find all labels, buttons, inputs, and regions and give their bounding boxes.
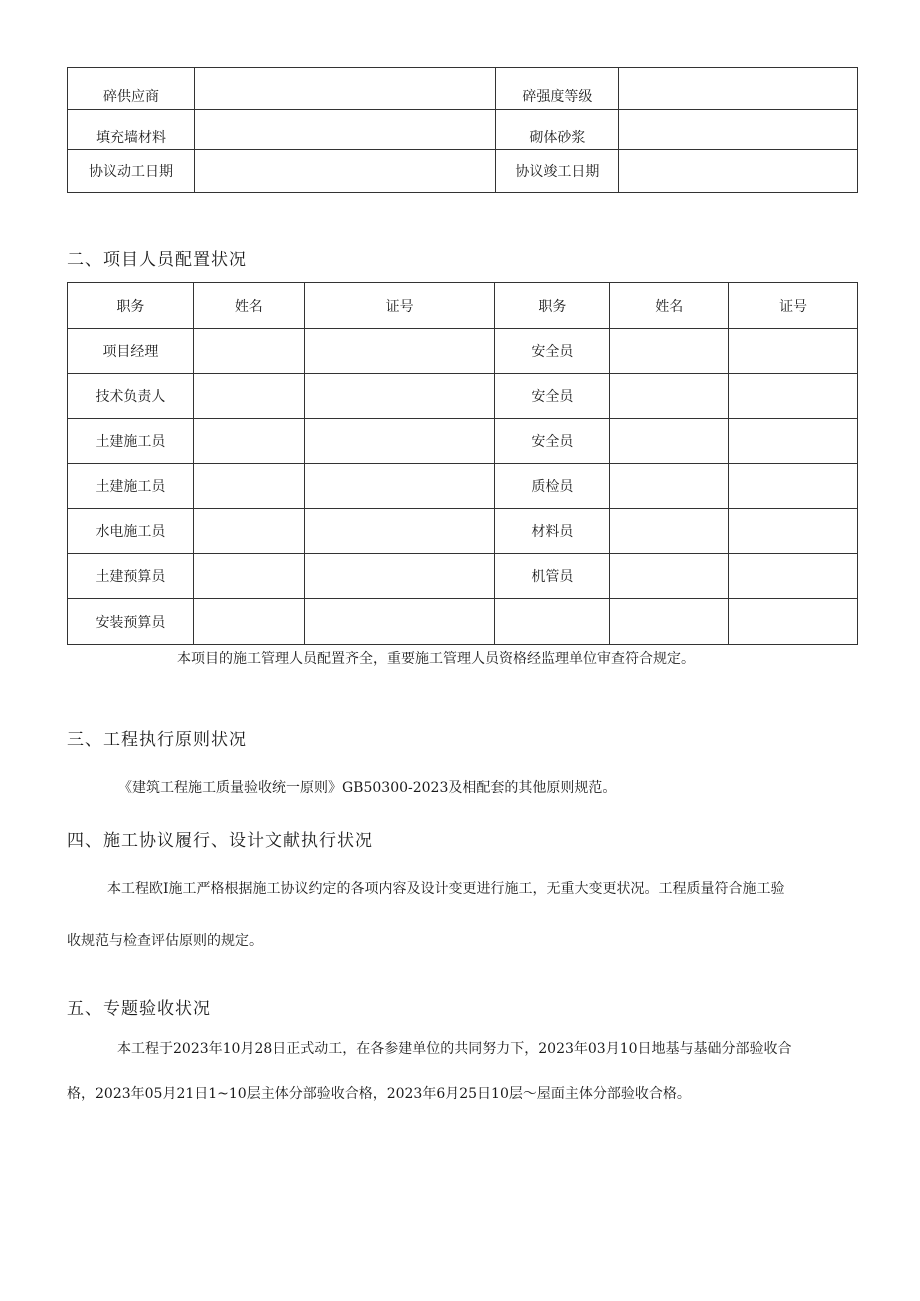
name-cell [193,464,304,509]
role-cell: 土建施工员 [68,419,194,464]
name-cell [610,419,729,464]
role-cell [495,599,610,645]
table-row [68,150,858,193]
cert-cell [729,554,858,599]
info-label: 碎供应商 [68,68,195,110]
info-value [619,110,858,150]
cert-cell [729,419,858,464]
section-4-line-2: 收规范与检查评估原则的规定。 [67,933,263,949]
cert-cell [304,329,495,374]
table-header-row [68,283,858,329]
role-cell: 安装预算员 [68,599,194,645]
role-cell: 技术负责人 [68,374,194,419]
cert-cell [729,374,858,419]
section-5-line-1: 本工程于2023年10月28日正式动工，在各参建单位的共同努力下，2023年03月10日地基与基础分部验收合 [117,1041,792,1057]
column-header: 职务 [495,283,610,329]
cert-cell [304,419,495,464]
name-cell [193,419,304,464]
name-cell [193,554,304,599]
table-row [68,329,858,374]
table-row [68,374,858,419]
cert-cell [304,374,495,419]
section-4-heading: 四、施工协议履行、设计文献执行状况 [67,831,373,851]
column-header: 证号 [729,283,858,329]
cert-cell [729,599,858,645]
section-3-text: 《建筑工程施工质量验收统一原则》GB50300-2023及相配套的其他原则规范。 [118,780,617,796]
table-row [68,110,858,150]
info-label: 填充墙材料 [68,110,195,150]
name-cell [193,374,304,419]
name-cell [610,554,729,599]
staff-table [67,282,858,645]
role-cell: 机管员 [495,554,610,599]
column-header: 姓名 [193,283,304,329]
name-cell [610,329,729,374]
info-label: 砌体砂浆 [496,110,619,150]
role-cell: 安全员 [495,374,610,419]
table-row [68,509,858,554]
section-5-heading: 五、专题验收状况 [67,999,211,1019]
name-cell [193,599,304,645]
name-cell [610,599,729,645]
column-header: 证号 [304,283,495,329]
role-cell: 质检员 [495,464,610,509]
table-row [68,419,858,464]
column-header: 姓名 [610,283,729,329]
name-cell [610,509,729,554]
info-label: 碎强度等级 [496,68,619,110]
table-row [68,599,858,645]
section-3-heading: 三、工程执行原则状况 [67,730,247,750]
cert-cell [729,329,858,374]
cert-cell [304,509,495,554]
role-cell: 水电施工员 [68,509,194,554]
info-label: 协议竣工日期 [496,150,619,193]
info-value [619,150,858,193]
staff-note: 本项目的施工管理人员配置齐全，重要施工管理人员资格经监理单位审查符合规定。 [177,651,695,667]
section-2-heading: 二、项目人员配置状况 [67,250,247,270]
cert-cell [304,599,495,645]
info-value [619,68,858,110]
info-value [194,110,496,150]
section-4-line-1: 本工程欧I施工严格根据施工协议约定的各项内容及设计变更进行施工，无重大变更状况。工程质量符合施工验 [107,881,785,897]
info-value [194,150,496,193]
section-5-line-2: 格，2023年05月21日1~10层主体分部验收合格，2023年6月25日10层～屋面主体分部验收合格。 [67,1086,691,1102]
role-cell: 材料员 [495,509,610,554]
role-cell: 土建预算员 [68,554,194,599]
info-value [194,68,496,110]
name-cell [193,509,304,554]
name-cell [193,329,304,374]
cert-cell [729,509,858,554]
role-cell: 安全员 [495,329,610,374]
table-row [68,464,858,509]
column-header: 职务 [68,283,194,329]
table-row [68,68,858,110]
cert-cell [304,554,495,599]
table-row [68,554,858,599]
role-cell: 土建施工员 [68,464,194,509]
cert-cell [729,464,858,509]
project-info-table [67,67,858,193]
role-cell: 安全员 [495,419,610,464]
name-cell [610,464,729,509]
name-cell [610,374,729,419]
role-cell: 项目经理 [68,329,194,374]
info-label: 协议动工日期 [68,150,195,193]
cert-cell [304,464,495,509]
